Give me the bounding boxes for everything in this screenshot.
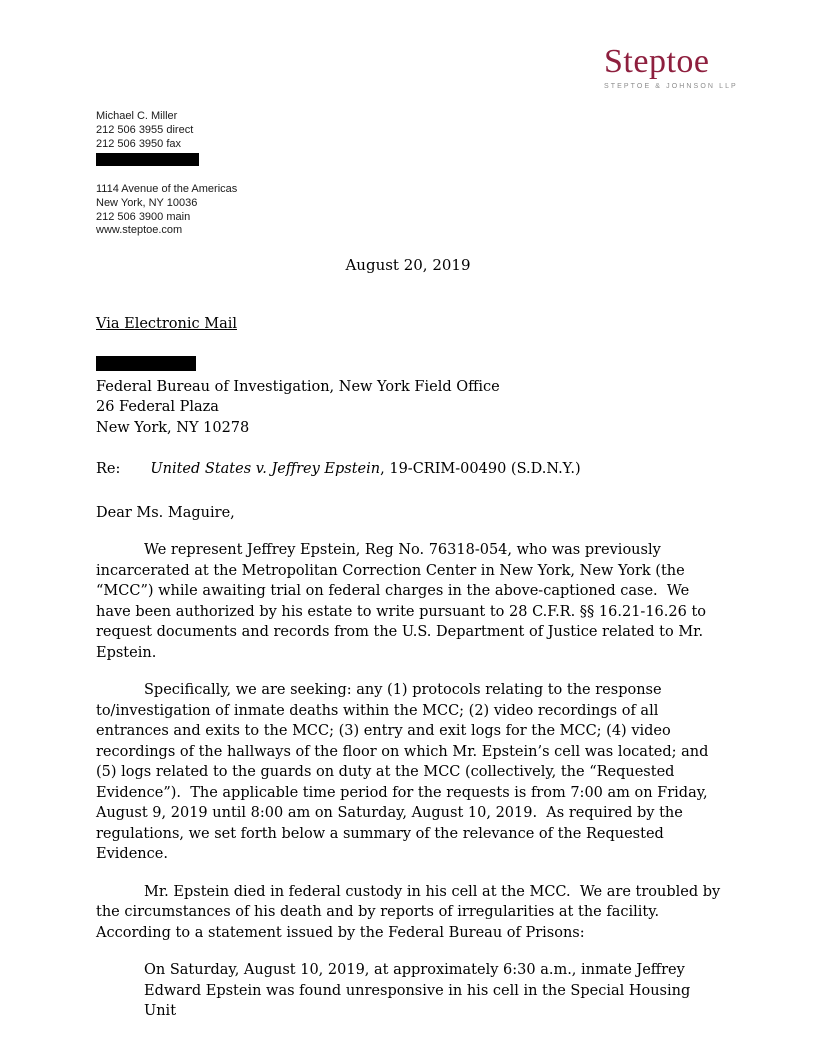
sender-direct-line: 212 506 3955 direct bbox=[96, 123, 194, 136]
sender-name: Michael C. Miller bbox=[96, 110, 178, 122]
re-label: Re: bbox=[96, 461, 121, 477]
office-main-line: 212 506 3900 main bbox=[96, 210, 191, 223]
sender-contact-block bbox=[96, 110, 199, 166]
date-line: August 20, 2019 bbox=[345, 256, 471, 274]
office-address-line1: 1114 Avenue of the Americas bbox=[96, 183, 238, 195]
letter-body bbox=[96, 314, 723, 1022]
re-case-name: United States v. Jeffrey Epstein bbox=[150, 461, 381, 477]
firm-logo-wordmark: Steptoe bbox=[604, 43, 710, 80]
redaction-bar bbox=[96, 153, 199, 166]
recipient-line: 26 Federal Plaza bbox=[96, 399, 219, 415]
recipient-line: Federal Bureau of Investigation, New York Field Office bbox=[96, 378, 500, 395]
sender-fax-line: 212 506 3950 fax bbox=[96, 137, 182, 150]
office-website: www.steptoe.com bbox=[96, 224, 183, 237]
body-paragraph: Specifically, we are seeking: any (1) protocols relating to the response to/investigation of inmate deaths within the MCC; (2) video recordings of all entrances and exits to the MCC; (3) entry and exit logs for the MCC; (4) video recordings of the hallways of the floor on which Mr. Epstein’s cell was located; and (5) logs related to the guards on duty at the MCC (collectively, the “Requested Evidence”). The applicable time period for the requests is from 7:00 am on Friday, August 9, 2019 until 8:00 am on Saturday, August 10, 2019. As required by the regulations, we set forth below a summary of the relevance of the Requested Evidence. bbox=[96, 682, 714, 862]
body-paragraph: We represent Jeffrey Epstein, Reg No. 76318-054, who was previously incarcerated at the Metropolitan Correction Center in New York, New York (the “MCC”) while awaiting trial on federal charges in the above-captioned case. We have been authorized by his estate to write pursuant to 28 C.F.R. §§ 16.21-16.26 to request documents and records from the U.S. Department of Justice related to Mr. Epstein. bbox=[96, 542, 711, 661]
office-address-line2: New York, NY 10036 bbox=[96, 196, 198, 209]
delivery-method: Via Electronic Mail bbox=[96, 316, 237, 332]
re-line bbox=[96, 459, 723, 480]
office-address-block bbox=[96, 183, 237, 238]
block-quote: On Saturday, August 10, 2019, at approximately 6:30 a.m., inmate Jeffrey Edward Epstein was found unresponsive in his cell in the Special Housing Unit bbox=[144, 962, 695, 1019]
redaction-bar bbox=[96, 356, 196, 371]
firm-logo-tagline: STEPTOE & JOHNSON LLP bbox=[604, 83, 738, 90]
salutation: Dear Ms. Maguire, bbox=[96, 504, 235, 521]
recipient-line: New York, NY 10278 bbox=[96, 419, 250, 436]
body-paragraph: Mr. Epstein died in federal custody in his cell at the MCC. We are troubled by the circumstances of his death and by reports of irregularities at the facility. According to a statement issued by the Federal Bureau of Prisons: bbox=[96, 883, 725, 941]
re-case-number: , 19-CRIM-00490 (S.D.N.Y.) bbox=[380, 461, 581, 477]
firm-logo bbox=[604, 43, 738, 90]
recipient-address-block bbox=[96, 377, 723, 439]
